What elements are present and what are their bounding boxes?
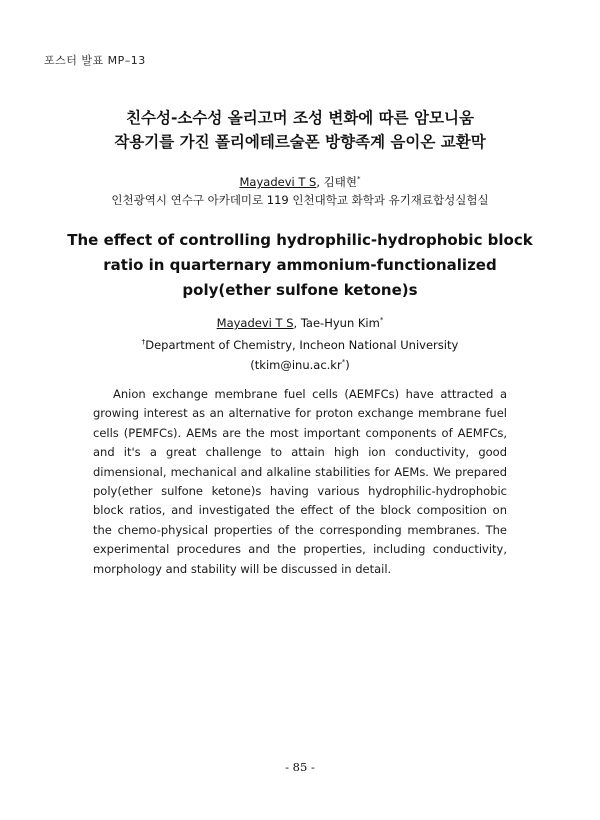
english-title-line-2: ratio in quarternary ammonium-functionalized	[103, 256, 497, 274]
korean-authors	[0, 174, 600, 190]
english-title-line-3: poly(ether sulfone ketone)s	[182, 281, 418, 299]
english-title-line-1: The effect of controlling hydrophilic-hydrophobic block	[67, 231, 533, 249]
english-corresponding-author: Tae-Hyun Kim	[300, 316, 380, 330]
korean-affiliation: 인천광역시 연수구 아카데미로 119 인천대학교 화학과 유기재료합성실험실	[111, 193, 489, 207]
english-title	[0, 228, 600, 303]
korean-author-separator: ,	[316, 175, 324, 189]
english-presenter: Mayadevi T S	[216, 316, 294, 330]
korean-corresponding-author: 김태현	[323, 175, 357, 189]
korean-title-line-2: 작용기를 가진 폴리에테르술폰 방향족계 음이온 교환막	[114, 133, 486, 151]
korean-corresponding-mark: *	[356, 175, 361, 184]
korean-presenter: Mayadevi T S	[239, 175, 317, 189]
abstract-paragraph: Anion exchange membrane fuel cells (AEMFCs) have attracted a growing interest as an alternative for proton exchange membrane fuel cells (PEMFCs). AEMs are the most important components of AEMFCs, and it's a great challenge to attain high ion conductivity, good dimensional, mechanical and alkaline stabilities for AEMs. We prepared poly(ether sulfone ketone)s having various hydrophilic-hydrophobic block ratios, and investigated the effect of the block composition on the chemo-physical properties of the corresponding membranes. The experimental procedures and the properties, including conductivity, morphology and stability will be discussed in detail.	[93, 387, 507, 576]
english-corresponding-mark: *	[379, 316, 384, 325]
english-affiliation-block	[0, 334, 600, 374]
page-number: - 85 -	[285, 760, 315, 774]
session-label: 포스터 발표 MP–13	[44, 54, 146, 67]
english-affiliation	[0, 334, 600, 354]
korean-title-line-1: 친수성-소수성 올리고머 조성 변화에 따른 암모니움	[126, 109, 474, 127]
email-open: (tkim@inu.ac.kr	[250, 357, 342, 372]
korean-title	[0, 106, 600, 154]
english-authors	[0, 316, 600, 330]
affiliation-text: Department of Chemistry, Incheon National University	[145, 337, 459, 352]
email-mark: *	[341, 357, 346, 366]
affiliation-mark: †	[141, 338, 146, 346]
english-author-separator: ,	[293, 316, 301, 330]
contact-email	[0, 354, 600, 374]
email-close: )	[345, 357, 350, 372]
